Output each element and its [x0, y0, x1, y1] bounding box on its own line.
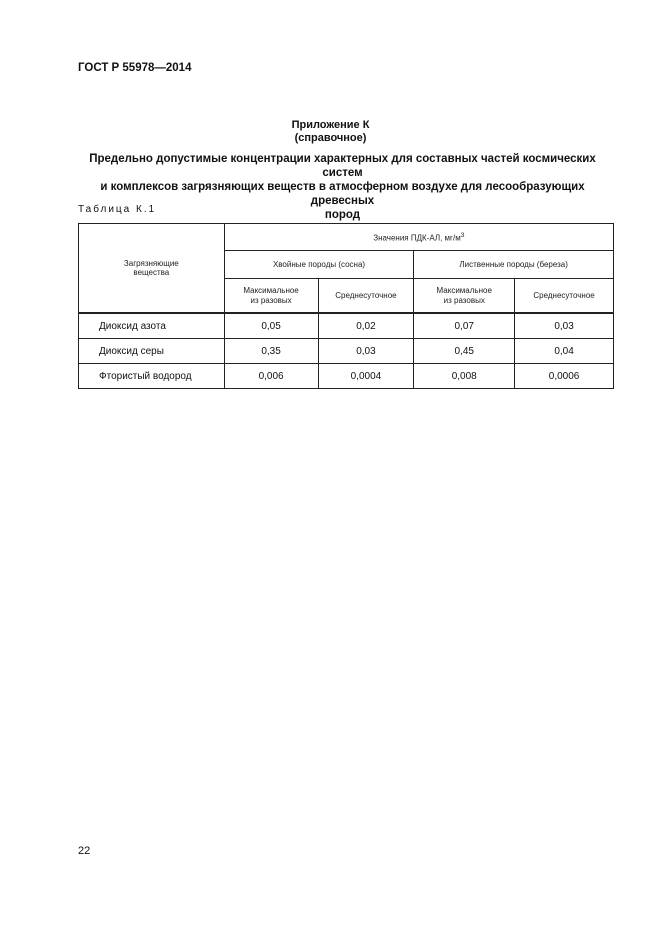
- pollutant-name: Диоксид азота: [79, 313, 225, 339]
- header-text: Значения ПДК-АЛ, мг/м: [373, 233, 461, 243]
- header-sup: 3: [460, 231, 465, 239]
- header-text: Максимальное: [243, 285, 299, 295]
- header-daily: Среднесуточное: [318, 279, 414, 314]
- header-conifer: Хвойные породы (сосна): [224, 251, 414, 279]
- header-daily: Среднесуточное: [515, 279, 614, 314]
- header-text: вещества: [133, 268, 170, 277]
- table-row: [79, 339, 614, 364]
- value-cell: 0,0006: [515, 364, 614, 389]
- title-line: пород: [324, 209, 361, 221]
- header-text: Максимальное: [436, 285, 492, 295]
- header-values: [224, 224, 613, 251]
- table-row: [79, 313, 614, 339]
- value-cell: 0,04: [515, 339, 614, 364]
- standard-number: ГОСТ Р 55978—2014: [78, 62, 192, 74]
- header-max-once: [224, 279, 318, 314]
- appendix-title: Приложение К: [291, 119, 370, 131]
- value-cell: 0,008: [414, 364, 515, 389]
- value-cell: 0,006: [224, 364, 318, 389]
- value-cell: 0,45: [414, 339, 515, 364]
- value-cell: 0,05: [224, 313, 318, 339]
- header-text: из разовых: [443, 295, 485, 305]
- header-text: из разовых: [250, 295, 292, 305]
- appendix-heading: [0, 119, 661, 145]
- header-max-once: [414, 279, 515, 314]
- value-cell: 0,35: [224, 339, 318, 364]
- header-deciduous: Лиственные породы (береза): [414, 251, 614, 279]
- mpc-table: [78, 223, 614, 389]
- table-row: [79, 364, 614, 389]
- value-cell: 0,0004: [318, 364, 414, 389]
- title-line: Предельно допустимые концентрации характерных для составных частей космических систем: [89, 153, 596, 179]
- header-pollutant: [79, 224, 225, 314]
- value-cell: 0,07: [414, 313, 515, 339]
- title-line: и комплексов загрязняющих веществ в атмосферном воздухе для лесообразующих древесных: [100, 181, 585, 207]
- header-text: Загрязняющие: [123, 259, 179, 268]
- pollutant-name: Диоксид серы: [79, 339, 225, 364]
- appendix-note: (справочное): [294, 132, 367, 144]
- value-cell: 0,03: [515, 313, 614, 339]
- value-cell: 0,03: [318, 339, 414, 364]
- pollutant-name: Фтористый водород: [79, 364, 225, 389]
- page-number: 22: [78, 845, 91, 857]
- table-label: Таблица К.1: [78, 204, 157, 215]
- value-cell: 0,02: [318, 313, 414, 339]
